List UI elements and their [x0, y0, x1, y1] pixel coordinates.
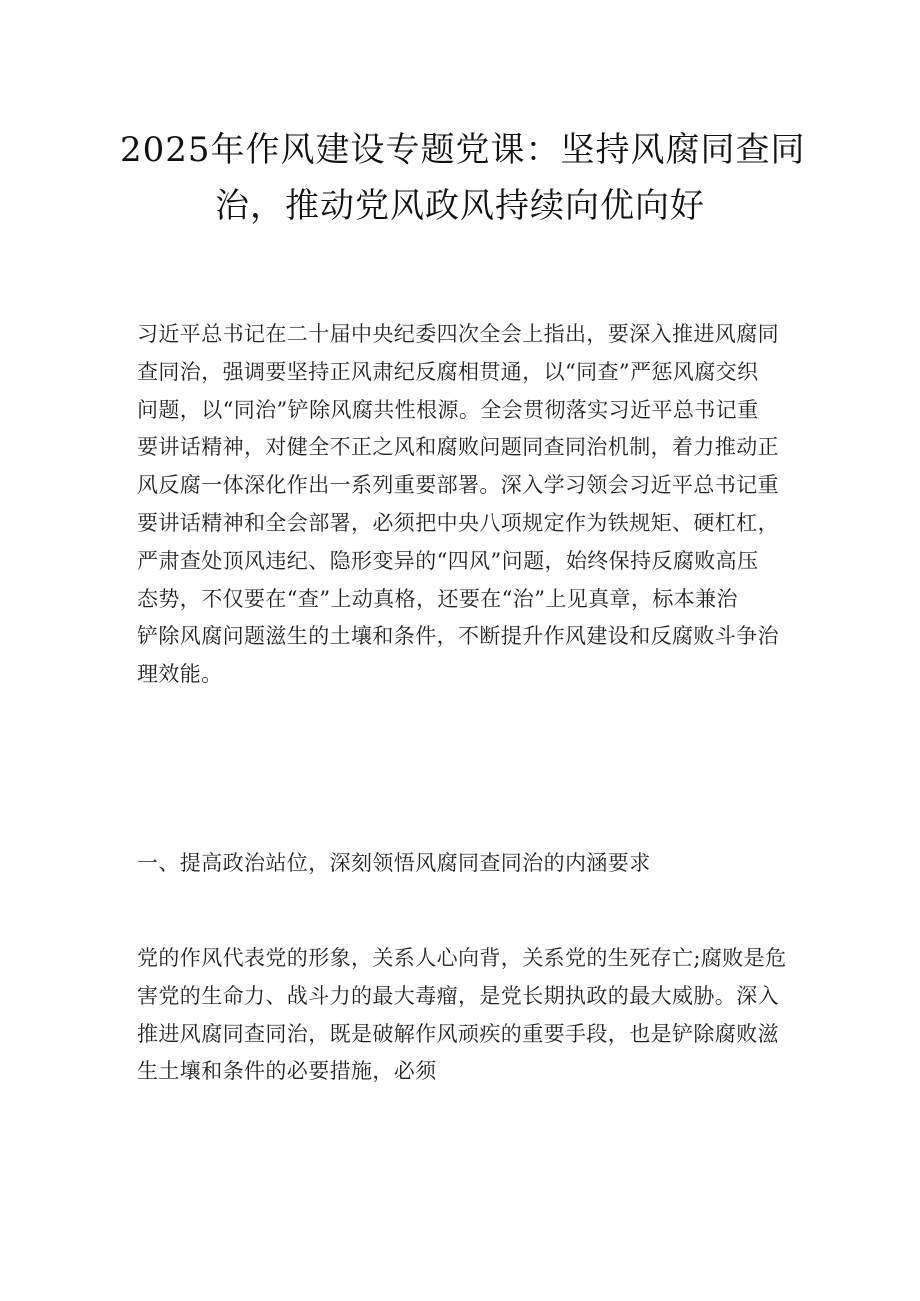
title-line: 治，推动党风政风持续向优向好 — [215, 186, 705, 226]
paragraph-line: 问题，以“同治”铲除风腐共性根源。全会贯彻落实习近平总书记重 — [137, 397, 759, 422]
paragraph-line: 推进风腐同查同治，既是破解作风顽疾的重要手段，也是铲除腐败滋 — [137, 1021, 779, 1046]
paragraph-line: 生土壤和条件的必要措施，必须 — [137, 1059, 437, 1084]
paragraph-line: 风反腐一体深化作出一系列重要部署。深入学习领会习近平总书记重 — [137, 473, 779, 498]
paragraph-line: 党的作风代表党的形象，关系人心向背，关系党的生死存亡;腐败是危 — [137, 946, 787, 970]
document-title — [120, 122, 806, 234]
section-heading-text: 一、提高政治站位，深刻领悟风腐同查同治的内涵要求 — [137, 851, 651, 875]
paragraph-line: 要讲话精神和全会部署，必须把中央八项规定作为铁规矩、硬杠杠， — [137, 510, 779, 535]
paragraph-line: 理效能。 — [137, 662, 223, 687]
section-paragraph — [137, 940, 797, 1091]
paragraph-line: 习近平总书记在二十届中央纪委四次全会上指出，要深入推进风腐同 — [137, 322, 779, 346]
paragraph-line: 铲除风腐问题滋生的土壤和条件，不断提升作风建设和反腐败斗争治 — [137, 624, 779, 649]
intro-paragraph — [137, 316, 797, 694]
paragraph-line: 害党的生命力、战斗力的最大毒瘤，是党长期执政的最大威胁。深入 — [137, 983, 779, 1008]
paragraph-line: 态势，不仅要在“查”上动真格，还要在“治”上见真章，标本兼治 — [137, 586, 738, 611]
section-heading — [137, 845, 797, 883]
paragraph-line: 严肃查处顶风违纪、隐形变异的“四风”问题，始终保持反腐败高压 — [137, 548, 759, 573]
paragraph-line: 要讲话精神，对健全不正之风和腐败问题同查同治机制，着力推动正 — [137, 435, 779, 460]
title-line: 2025年作风建设专题党课：坚持风腐同查同 — [120, 130, 806, 170]
paragraph-line: 查同治，强调要坚持正风肃纪反腐相贯通，以“同查”严惩风腐交织 — [137, 359, 759, 384]
